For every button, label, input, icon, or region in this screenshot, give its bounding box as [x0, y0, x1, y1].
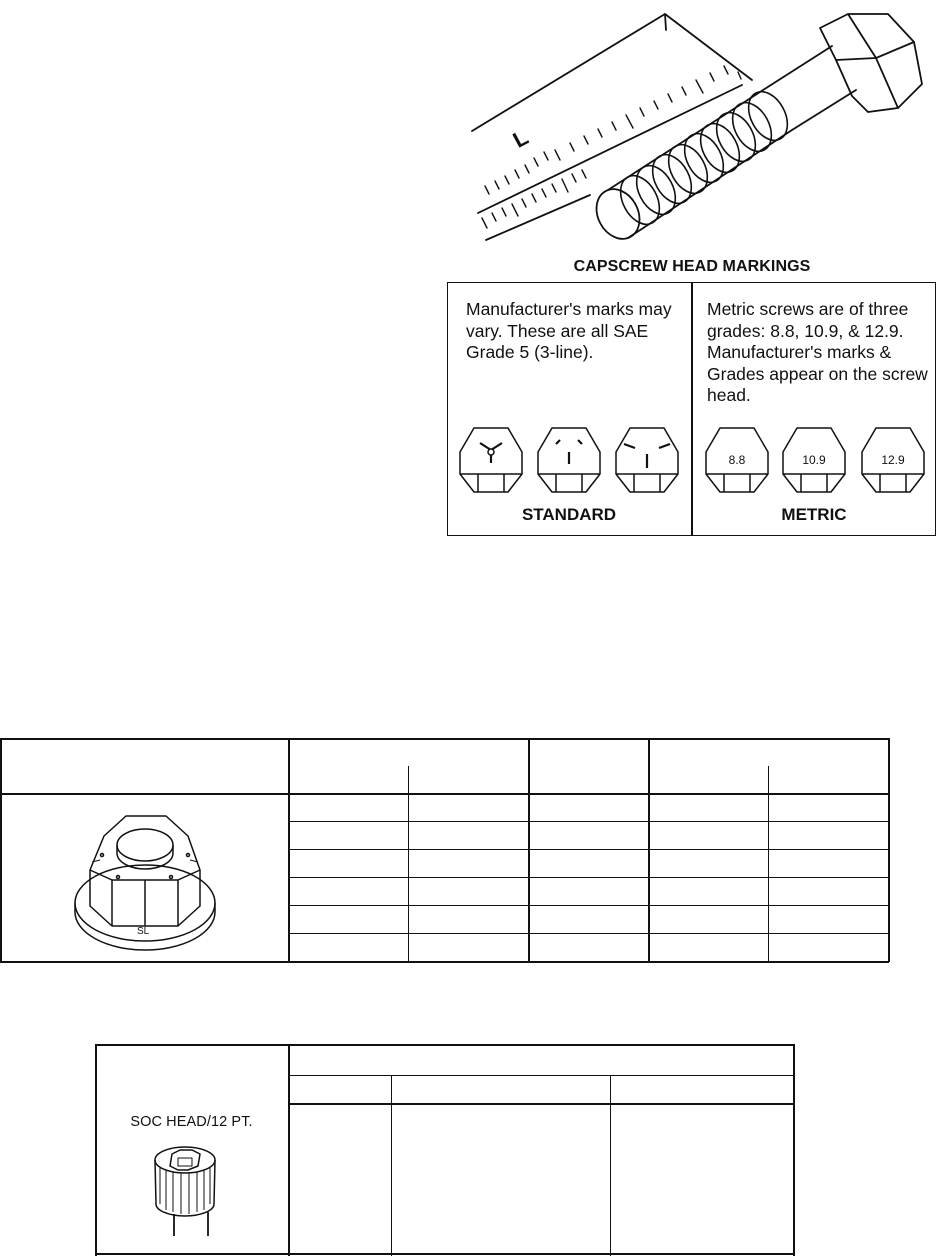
header-separator: [0, 793, 889, 795]
row-line-5: [288, 933, 889, 934]
soc-col-divider-2: [610, 1075, 611, 1256]
capscrew-markings-title: CAPSCREW HEAD MARKINGS: [573, 258, 811, 275]
table-border-right: [888, 738, 890, 962]
standard-label: STANDARD: [521, 505, 617, 524]
metric-label: METRIC: [781, 505, 847, 524]
col-divider-2: [528, 738, 530, 962]
soc-header-line-2: [288, 1103, 794, 1105]
metric-grade-12-9: 12.9: [881, 453, 905, 467]
soc-border-top: [95, 1044, 794, 1046]
markings-divider: [691, 282, 693, 536]
soc-border-bottom: [95, 1253, 794, 1255]
nut-marking-sl: SL: [137, 926, 150, 937]
ruler-and-bolt-drawing: [0, 0, 944, 260]
row-line-1: [288, 821, 889, 822]
row-line-4: [288, 905, 889, 906]
table-border-left: [0, 738, 2, 962]
table-border-bottom: [0, 961, 889, 963]
soc-header-line-1: [288, 1075, 794, 1076]
row-line-2: [288, 849, 889, 850]
metric-grade-8-8: 8.8: [728, 453, 746, 467]
ruler-tick-label: L: [508, 124, 533, 153]
metric-grade-10-9: 10.9: [802, 453, 826, 467]
row-line-3: [288, 877, 889, 878]
table-border-top: [0, 738, 889, 740]
col-divider-3: [648, 738, 650, 962]
soc-head-label: SOC HEAD/12 PT.: [130, 1114, 253, 1130]
soc-border-left: [95, 1044, 97, 1256]
soc-col-divider-1: [391, 1075, 392, 1256]
metric-description: Metric screws are of three grades: 8.8, 10.9, & 12.9. Manufacturer's marks & Grades appear on the screw head.: [707, 299, 928, 405]
standard-description: Manufacturer's marks may vary. These are all SAE Grade 5 (3-line).: [466, 299, 672, 362]
col-divider-1: [288, 738, 290, 962]
